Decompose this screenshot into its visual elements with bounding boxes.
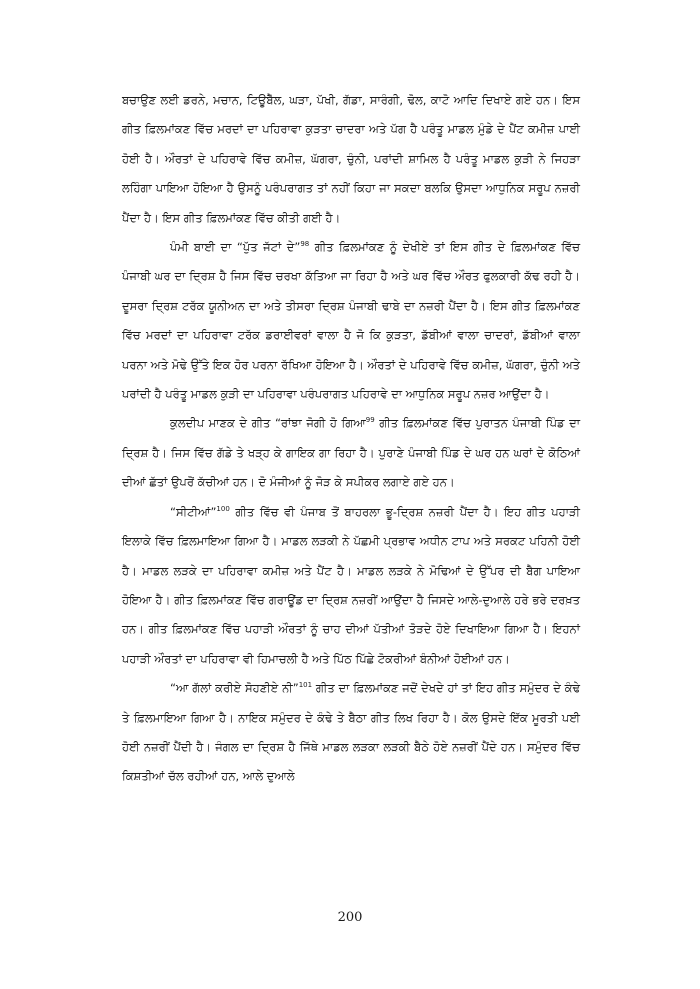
paragraph-text: ਬਚਾਉਣ ਲਈ ਡਰਨੇ, ਮਚਾਨ, ਟਿਊਬੈੱਲ, ਘੜਾ, ਪੱਖੀ, ਗੱਡਾ, ਸਾਰੰਗੀ, ਢੋਲ, ਕਾਟੋ ਆਦਿ ਦਿਖਾਏ ਗਏ ਹਨ। ਇਸ ਗੀਤ ਫ਼ਿਲਮਾਂਕਣ ਵਿੱਚ ਮਰਦਾਂ ਦਾ ਪਹਿਰਾਵਾ ਕੁੜਤਾ ਚਾਦਰਾ ਅਤੇ ਪੱਗ ਹੈ ਪਰੰਤੂ ਮਾਡਲ ਮੁੰਡੇ ਦੇ ਪੈਂਟ ਕਮੀਜ਼ ਪਾਈ ਹੋਈ ਹੈ। ਔਰਤਾਂ ਦੇ ਪਹਿਰਾਵੇ ਵਿੱਚ ਕਮੀਜ਼, ਘੱਗਰਾ, ਚੁੰਨੀ, ਪਰਾਂਦੀ ਸ਼ਾਮਿਲ ਹੈ ਪਰੰਤੂ ਮਾਡਲ ਕੁੜੀ ਨੇ ਜਿਹੜਾ ਲਹਿੰਗਾ ਪਾਇਆ ਹੋਇਆ ਹੈ ਉਸਨੂੰ ਪਰੰਪਰਾਗਤ ਤਾਂ ਨਹੀਂ ਕਿਹਾ ਜਾ ਸਕਦਾ ਬਲਕਿ ਉਸਦਾ ਆਧੁਨਿਕ ਸਰੂਪ ਨਜ਼ਰੀ ਪੈਂਦਾ ਹੈ। ਇਸ ਗੀਤ ਫ਼ਿਲਮਾਂਕਣ ਵਿੱਚ ਕੀਤੀ ਗਈ ਹੈ। <box>122 93 580 225</box>
page-number: 200 <box>337 910 363 925</box>
footnote-marker: 101 <box>298 681 313 690</box>
paragraph-text: ਪੰਮੀ ਬਾਈ ਦਾ “ਪੁੱਤ ਜੱਟਾਂ ਦੇ” <box>170 240 301 255</box>
paragraph-p5 <box>122 674 580 792</box>
paragraph-p4 <box>122 498 580 674</box>
paragraph-p3 <box>122 409 580 497</box>
footnote-marker: 100 <box>216 504 230 513</box>
paragraph-text: “ਸੀਟੀਆਂ” <box>170 504 217 519</box>
paragraph-text: “ਆ ਗੱਲਾਂ ਕਰੀਏ ਸੋਹਣੀਏ ਨੀ” <box>170 681 299 696</box>
paragraph-text: ਗੀਤ ਫ਼ਿਲਮਾਂਕਣ ਵਿੱਚ ਪੁਰਾਤਨ ਪੰਜਾਬੀ ਪਿੰਡ ਦਾ ਦ੍ਰਿਸ਼ ਹੈ। ਜਿਸ ਵਿੱਚ ਗੱਡੇ ਤੇ ਖੜ੍ਹ ਕੇ ਗਾਇਕ ਗਾ ਰਿਹਾ ਹੈ। ਪੁਰਾਣੇ ਪੰਜਾਬੀ ਪਿੰਡ ਦੇ ਘਰ ਹਨ ਘਰਾਂ ਦੇ ਕੋਠਿਆਂ ਦੀਆਂ ਛੱਤਾਂ ਉਪਰੋਂ ਕੱਚੀਆਂ ਹਨ। ਦੋ ਮੰਜੀਆਂ ਨੂੰ ਜੋੜ ਕੇ ਸਪੀਕਰ ਲਗਾਏ ਗਏ ਹਨ। <box>122 416 580 490</box>
paragraph-text: ਗੀਤ ਵਿੱਚ ਵੀ ਪੰਜਾਬ ਤੋਂ ਬਾਹਰਲਾ ਭੂ-ਦ੍ਰਿਸ਼ ਨਜ਼ਰੀ ਪੈਂਦਾ ਹੈ। ਇਹ ਗੀਤ ਪਹਾੜੀ ਇਲਾਕੇ ਵਿੱਚ ਫ਼ਿਲਮਾਇਆ ਗਿਆ ਹੈ। ਮਾਡਲ ਲੜਕੀ ਨੇ ਪੱਛਮੀ ਪ੍ਰਭਾਵ ਅਧੀਨ ਟਾਪ ਅਤੇ ਸਰਕਟ ਪਹਿਨੀ ਹੋਈ ਹੈ। ਮਾਡਲ ਲੜਕੇ ਦਾ ਪਹਿਰਾਵਾ ਕਮੀਜ਼ ਅਤੇ ਪੈਂਟ ਹੈ। ਮਾਡਲ ਲੜਕੇ ਨੇ ਮੋਢਿਆਂ ਦੇ ਉੱਪਰ ਦੀ ਬੈਗ ਪਾਇਆ ਹੋਇਆ ਹੈ। ਗੀਤ ਫ਼ਿਲਮਾਂਕਣ ਵਿੱਚ ਗਰਾਊਂਡ ਦਾ ਦ੍ਰਿਸ਼ ਨਜ਼ਰੀਂ ਆਉਂਦਾ ਹੈ ਜਿਸਦੇ ਆਲੇ-ਦੁਆਲੇ ਹਰੇ ਭਰੇ ਦਰਖ਼ਤ ਹਨ। ਗੀਤ ਫ਼ਿਲਮਾਂਕਣ ਵਿੱਚ ਪਹਾੜੀ ਔਰਤਾਂ ਨੂੰ ਚਾਹ ਦੀਆਂ ਪੱਤੀਆਂ ਤੋੜਦੇ ਹੋਏ ਦਿਖਾਇਆ ਗਿਆ ਹੈ। ਇਹਨਾਂ ਪਹਾੜੀ ਔਰਤਾਂ ਦਾ ਪਹਿਰਾਵਾ ਵੀ ਹਿਮਾਚਲੀ ਹੈ ਅਤੇ ਪਿੱਠ ਪਿੱਛੇ ਟੋਕਰੀਆਂ ਬੰਨੀਆਂ ਹੋਈਆਂ ਹਨ। <box>122 504 580 666</box>
body-text <box>122 86 580 792</box>
paragraph-text: ਕੁਲਦੀਪ ਮਾਣਕ ਦੇ ਗੀਤ “ਰਾਂਝਾ ਜੋਗੀ ਹੋ ਗਿਆ <box>170 416 366 431</box>
paragraph-p1 <box>122 86 580 233</box>
footnote-marker: 99 <box>365 416 375 425</box>
footnote-marker: 98 <box>300 240 310 249</box>
paragraph-text: ਗੀਤ ਫ਼ਿਲਮਾਂਕਣ ਨੂੰ ਦੇਖੀਏ ਤਾਂ ਇਸ ਗੀਤ ਦੇ ਫ਼ਿਲਮਾਂਕਣ ਵਿੱਚ ਪੰਜਾਬੀ ਘਰ ਦਾ ਦ੍ਰਿਸ਼ ਹੈ ਜਿਸ ਵਿੱਚ ਚਰਖਾ ਕੱਤਿਆ ਜਾ ਰਿਹਾ ਹੈ ਅਤੇ ਘਰ ਵਿੱਚ ਔਰਤ ਫੁਲਕਾਰੀ ਕੱਢ ਰਹੀ ਹੈ। ਦੂਸਰਾ ਦ੍ਰਿਸ਼ ਟਰੱਕ ਯੂਨੀਅਨ ਦਾ ਅਤੇ ਤੀਸਰਾ ਦ੍ਰਿਸ਼ ਪੰਜਾਬੀ ਢਾਬੇ ਦਾ ਨਜ਼ਰੀ ਪੈਂਦਾ ਹੈ। ਇਸ ਗੀਤ ਫ਼ਿਲਮਾਂਕਣ ਵਿੱਚ ਮਰਦਾਂ ਦਾ ਪਹਿਰਾਵਾ ਟਰੱਕ ਡਰਾਈਵਰਾਂ ਵਾਲਾ ਹੈ ਜੋ ਕਿ ਕੁੜਤਾ, ਡੱਬੀਆਂ ਵਾਲਾ ਚਾਦਰਾਂ, ਡੱਬੀਆਂ ਵਾਲਾ ਪਰਨਾ ਅਤੇ ਮੋਢੇ ਉੱਤੇ ਇਕ ਹੋਰ ਪਰਨਾ ਰੱਖਿਆ ਹੋਇਆ ਹੈ। ਔਰਤਾਂ ਦੇ ਪਹਿਰਾਵੇ ਵਿੱਚ ਕਮੀਜ਼, ਘੱਗਰਾ, ਚੁੰਨੀ ਅਤੇ ਪਰਾਂਦੀ ਹੈ ਪਰੰਤੂ ਮਾਡਲ ਕੁੜੀ ਦਾ ਪਹਿਰਾਵਾ ਪਰੰਪਰਾਗਤ ਪਹਿਰਾਵੇ ਦਾ ਆਧੁਨਿਕ ਸਰੂਪ ਨਜ਼ਰ ਆਉਂਦਾ ਹੈ। <box>122 240 580 402</box>
paragraph-text: ਗੀਤ ਦਾ ਫ਼ਿਲਮਾਂਕਣ ਜਦੋਂ ਦੇਖਦੇ ਹਾਂ ਤਾਂ ਇਹ ਗੀਤ ਸਮੁੰਦਰ ਦੇ ਕੰਢੇ ਤੇ ਫ਼ਿਲਮਾਇਆ ਗਿਆ ਹੈ। ਨਾਇਕ ਸਮੁੰਦਰ ਦੇ ਕੰਢੇ ਤੇ ਬੈਠਾ ਗੀਤ ਲਿਖ ਰਿਹਾ ਹੈ। ਕੋਲ ਉਸਦੇ ਇੱਕ ਮੂਰਤੀ ਪਈ ਹੋਈ ਨਜ਼ਰੀਂ ਪੈਂਦੀ ਹੈ। ਜੰਗਲ ਦਾ ਦ੍ਰਿਸ਼ ਹੈ ਜਿੱਥੇ ਮਾਡਲ ਲੜਕਾ ਲੜਕੀ ਬੈਠੇ ਹੋਏ ਨਜ਼ਰੀਂ ਪੈਂਦੇ ਹਨ। ਸਮੁੰਦਰ ਵਿੱਚ ਕਿਸ਼ਤੀਆਂ ਚੱਲ ਰਹੀਆਂ ਹਨ, ਆਲੇ ਦੁਆਲੇ <box>122 681 580 784</box>
paragraph-p2 <box>122 233 580 409</box>
